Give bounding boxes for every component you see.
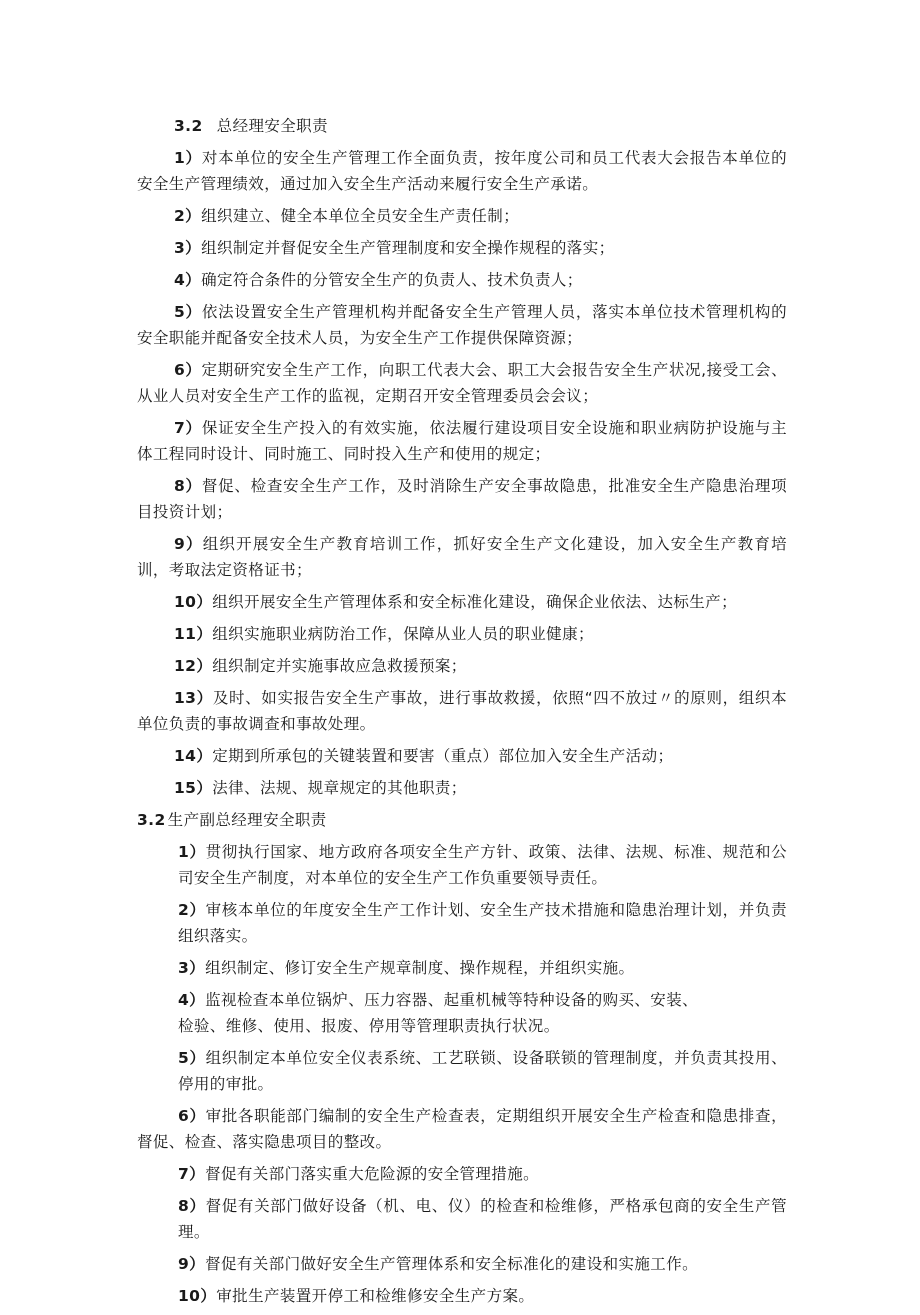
s1-item-11-num: 11） (174, 625, 213, 643)
s2-item-9-num: 9） (178, 1255, 206, 1273)
s1-item-13-text: 及时、如实报告安全生产事故，进行事故救援，依照“四不放过〃的原则，组织本单位负责的事故调查和事故处理。 (137, 689, 787, 733)
s1-item-13 (137, 685, 787, 737)
s2-item-9 (137, 1251, 787, 1277)
s1-item-12 (137, 653, 787, 679)
s1-item-4-num: 4） (174, 271, 202, 289)
s2-item-9-text: 督促有关部门做好安全生产管理体系和安全标准化的建设和实施工作。 (205, 1255, 698, 1273)
s1-item-14 (137, 743, 787, 769)
s2-item-2-text: 审核本单位的年度安全生产工作计划、安全生产技术措施和隐患治理计划，并负责组织落实。 (178, 901, 787, 945)
s2-item-7 (137, 1161, 787, 1187)
s1-item-12-num: 12） (174, 657, 213, 675)
s2-item-6 (137, 1103, 787, 1155)
s2-item-5-num: 5） (178, 1049, 206, 1067)
s1-item-11-text: 组织实施职业病防治工作，保障从业人员的职业健康； (212, 625, 594, 643)
s2-item-5-text: 组织制定本单位安全仪表系统、工艺联锁、设备联锁的管理制度，并负责其投用、停用的审批。 (178, 1049, 787, 1093)
s2-item-4-line2: 检验、维修、使用、报废、停用等管理职责执行状况。 (178, 1017, 560, 1035)
s2-item-4-line1 (178, 987, 787, 1013)
s1-item-5-text: 依法设置安全生产管理机构并配备安全生产管理人员，落实本单位技术管理机构的安全职能并配备安全技术人员，为安全生产工作提供保障资源； (137, 303, 788, 347)
document-content (137, 113, 787, 1315)
s1-item-9-text: 组织开展安全生产教育培训工作，抓好安全生产文化建设，加入安全生产教育培训，考取法定资格证书； (137, 535, 787, 579)
s2-item-10-num: 10） (178, 1287, 217, 1305)
s2-item-4-num: 4） (178, 991, 206, 1009)
section1-heading (137, 113, 787, 139)
s2-item-8-num: 8） (178, 1197, 206, 1215)
s2-item-3-num: 3） (178, 959, 206, 977)
s2-item-7-text: 督促有关部门落实重大危险源的安全管理措施。 (205, 1165, 539, 1183)
s1-item-15-num: 15） (174, 779, 213, 797)
s1-item-4 (137, 267, 787, 293)
s2-item-7-num: 7） (178, 1165, 206, 1183)
s2-item-4 (137, 987, 787, 1039)
s2-item-4-text: 监视检查本单位锅炉、压力容器、起重机械等特种设备的购买、安装、 (205, 991, 698, 1009)
s2-item-3 (137, 955, 787, 981)
s1-item-1 (137, 145, 787, 197)
s2-item-8-text: 督促有关部门做好设备（机、电、仪）的检查和检维修，严格承包商的安全生产管理。 (178, 1197, 787, 1241)
s1-item-9-num: 9） (174, 535, 203, 553)
s1-item-12-text: 组织制定并实施事故应急救援预案； (212, 657, 467, 675)
s1-item-10 (137, 589, 787, 615)
s1-item-10-num: 10） (174, 593, 213, 611)
s1-item-6-num: 6） (174, 361, 202, 379)
section1-title: 总经理安全职责 (216, 117, 328, 135)
s1-item-5-num: 5） (174, 303, 202, 321)
s2-item-2-num: 2） (178, 901, 206, 919)
s1-item-8 (137, 473, 787, 525)
s1-item-3-text: 组织制定并督促安全生产管理制度和安全操作规程的落实； (201, 239, 615, 257)
s1-item-14-text: 定期到所承包的关键装置和要害（重点）部位加入安全生产活动； (212, 747, 674, 765)
s1-item-5 (137, 299, 787, 351)
s1-item-2 (137, 203, 787, 229)
s1-item-9 (137, 531, 787, 583)
s1-item-2-text: 组织建立、健全本单位全员安全生产责任制； (201, 207, 520, 225)
s1-item-1-num: 1） (174, 149, 202, 167)
s2-item-10 (137, 1283, 787, 1309)
s1-item-15-text: 法律、法规、规章规定的其他职责； (212, 779, 467, 797)
s1-item-10-text: 组织开展安全生产管理体系和安全标准化建设，确保企业依法、达标生产； (212, 593, 737, 611)
section2-number: 3.2 (137, 811, 166, 829)
s1-item-7-text: 保证安全生产投入的有效实施，依法履行建设项目安全设施和职业病防护设施与主体工程同时设计、同时施工、同时投入生产和使用的规定； (137, 419, 788, 463)
section2-heading (137, 807, 787, 833)
s2-item-1 (137, 839, 787, 891)
s2-item-2 (137, 897, 787, 949)
s1-item-6-text: 定期研究安全生产工作，向职工代表大会、职工大会报告安全生产状况,接受工会、从业人员对安全生产工作的监视，定期召开安全管理委员会会议； (137, 361, 787, 405)
s1-item-11 (137, 621, 787, 647)
section2-title: 生产副总经理安全职责 (167, 811, 327, 829)
s1-item-6 (137, 357, 787, 409)
s2-item-3-text: 组织制定、修订安全生产规章制度、操作规程，并组织实施。 (205, 959, 635, 977)
s1-item-14-num: 14） (174, 747, 213, 765)
section1-number: 3.2 (174, 117, 203, 135)
s1-item-3-num: 3） (174, 239, 202, 257)
s1-item-3 (137, 235, 787, 261)
s2-item-6-num: 6） (178, 1107, 206, 1125)
s1-item-13-num: 13） (174, 689, 213, 707)
s1-item-7 (137, 415, 787, 467)
s1-item-7-num: 7） (174, 419, 202, 437)
s2-item-5 (137, 1045, 787, 1097)
s2-item-6-text: 审批各职能部门编制的安全生产检查表，定期组织开展安全生产检查和隐患排查，督促、检查、落实隐患项目的整改。 (137, 1107, 787, 1151)
s1-item-1-text: 对本单位的安全生产管理工作全面负责，按年度公司和员工代表大会报告本单位的安全生产管理绩效，通过加入安全生产活动来履行安全生产承诺。 (137, 149, 788, 193)
s1-item-8-text: 督促、检查安全生产工作，及时消除生产安全事故隐患，批准安全生产隐患治理项目投资计划； (137, 477, 788, 521)
s1-item-8-num: 8） (174, 477, 202, 495)
s2-item-10-text: 审批生产装置开停工和检维修安全生产方案。 (216, 1287, 535, 1305)
s1-item-4-text: 确定符合条件的分管安全生产的负责人、技术负责人； (201, 271, 583, 289)
s1-item-2-num: 2） (174, 207, 202, 225)
s2-item-1-text: 贯彻执行国家、地方政府各项安全生产方针、政策、法律、法规、标准、规范和公司安全生产制度，对本单位的安全生产工作负重要领导责任。 (178, 843, 787, 887)
s2-item-1-num: 1） (178, 843, 206, 861)
s1-item-15 (137, 775, 787, 801)
s2-item-8 (137, 1193, 787, 1245)
